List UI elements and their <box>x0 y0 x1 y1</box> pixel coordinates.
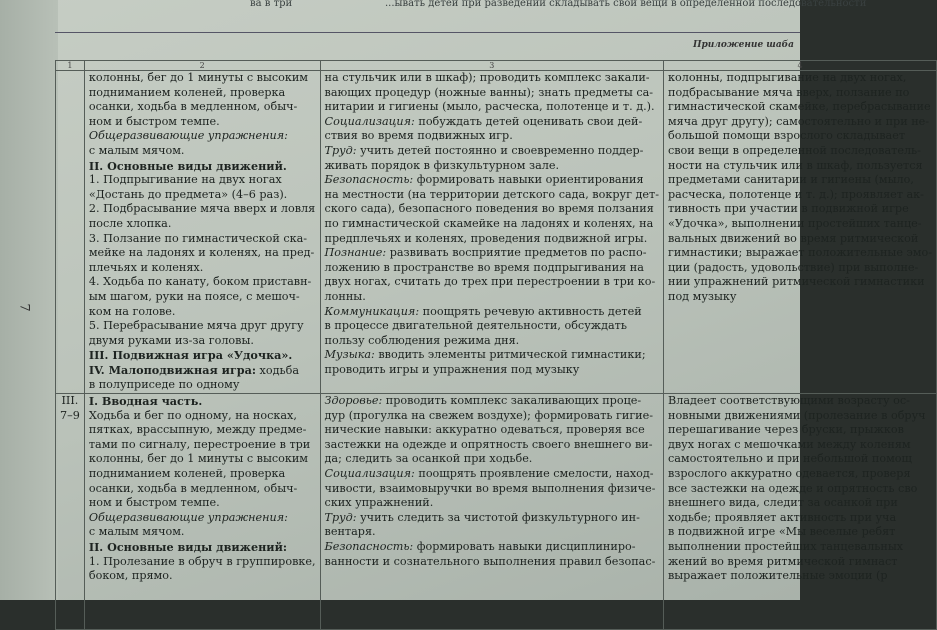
text-line: проводить игры и упражнения под музыку <box>324 362 580 376</box>
text-line: предплечьях и коленях, проведения подвижной игры. <box>324 231 648 245</box>
text-line: мяча друг другу); самостоятельно и при не- <box>667 114 930 128</box>
text-line: чивости, взаимовыручки во время выполнения физиче- <box>324 481 656 495</box>
area-label: Социализация: <box>324 467 415 481</box>
outcomes-cell <box>663 71 936 394</box>
list-item: мейке на ладонях и коленях, на пред- <box>88 246 315 260</box>
top-strip-left: ва в три <box>250 0 293 9</box>
text-line: вентаря. <box>324 525 376 539</box>
text-fragment: формировать навыки ориентирования <box>413 173 644 187</box>
text-line: осанки, ходьба в медленном, обыч- <box>88 481 298 495</box>
text-line: перешагивание через бруски, прыжков <box>667 423 904 437</box>
area-label: Социализация: <box>324 114 415 128</box>
text-line: осанки, ходьба в медленном, обыч- <box>88 100 298 114</box>
text-fragment: вводить элементы ритмической гимнастики; <box>374 348 646 362</box>
text-line: гимнастической скамейке, перебрасывание <box>667 100 931 114</box>
text-line: самостоятельно и при небольшой помощ <box>667 452 912 466</box>
text-line: пятках, врассыпную, между предме- <box>88 423 307 437</box>
text-line: в подвижной игре «Мы веселые ребят <box>667 525 896 539</box>
col-number-1: 1 <box>56 61 85 71</box>
previous-page-strip <box>250 0 867 22</box>
list-item: 1. Подпрыгивание на двух ногах <box>88 173 282 187</box>
curriculum-table <box>55 60 937 630</box>
area-label: Здоровье: <box>324 394 383 408</box>
text-line: ского сада), безопасного поведения во время ползания <box>324 202 654 216</box>
column-number-row <box>56 61 937 71</box>
area-label: Труд: <box>324 510 357 524</box>
text-line: свои вещи в определенной последователь- <box>667 143 921 157</box>
text-fragment: учить следить за чистотой физкультурного ин- <box>356 510 640 524</box>
integration-cell <box>320 71 663 394</box>
section-heading: III. Подвижная игра «Удочка». <box>88 348 293 363</box>
text-fragment: развивать восприятие предметов по распо- <box>386 246 647 260</box>
text-line: ном и быстром темпе. <box>88 114 220 128</box>
text-line: жений во время ритмической гимнаст <box>667 554 898 568</box>
list-item: боком, прямо. <box>88 569 173 583</box>
text-line: новными движениями (пролезание в обруч <box>667 408 926 422</box>
section-heading: II. Основные виды движений. <box>88 158 287 173</box>
text-line: тивность при участии в подвижной игре <box>667 202 909 216</box>
list-item: плечьях и коленях. <box>88 260 204 274</box>
text-line: взрослого аккуратно одевается, проверя <box>667 467 911 481</box>
section-heading: I. Вводная часть. <box>88 394 203 409</box>
text-line: подниманием коленей, проверка <box>88 85 286 99</box>
exercise-content-cell <box>84 71 320 394</box>
text-line: колонны, бег до 1 минуты с высоким <box>88 71 308 84</box>
col-number-3: 3 <box>320 61 663 71</box>
text-line: «Удочка», выполнении простейших танце- <box>667 216 922 230</box>
text-line: выражает положительные эмоции (р <box>667 569 888 583</box>
text-line: ном и быстром темпе. <box>88 496 220 510</box>
list-item: 5. Перебрасывание мяча друг другу <box>88 319 304 333</box>
text-line: застежки на одежде и опрятность своего внешнего ви- <box>324 437 653 451</box>
area-label: Труд: <box>324 143 357 157</box>
area-label: Безопасность: <box>324 173 414 187</box>
list-item: ком на голове. <box>88 304 176 318</box>
text-fragment: побуждать детей оценивать свои дей- <box>414 114 643 128</box>
subheading: Общеразвивающие упражнения: <box>88 510 288 524</box>
text-fragment: поощрять проявление смелости, наход- <box>414 467 654 481</box>
text-line: на местности (на территории детского сада, вокруг дет- <box>324 187 659 201</box>
list-item: после хлопка. <box>88 216 172 230</box>
area-label: Познание: <box>324 246 387 260</box>
outcomes-cell <box>663 394 936 630</box>
text-line: да; следить за осанкой при ходьбе. <box>324 452 533 466</box>
text-line: все застежки на одежде и опрятность сво <box>667 481 918 495</box>
text-line: Владеет соответствующими возрасту ос- <box>667 394 910 408</box>
text-line: дур (прогулка на свежем воздухе); формировать гигие- <box>324 408 654 422</box>
text-fragment: формировать навыки дисциплиниро- <box>413 540 636 553</box>
text-fragment: поощрять речевую активность детей <box>419 304 642 318</box>
text-line: нитарии и гигиены (мыло, расческа, полотенце и т. д.). <box>324 100 655 114</box>
list-item: 1. Пролезание в обруч в группировке, <box>88 554 316 568</box>
text-line: вающих процедур (ножные ванны); знать предметы са- <box>324 85 654 99</box>
text-line: колонны, бег до 1 минуты с высоким <box>88 452 308 466</box>
week-label-cell <box>56 71 85 394</box>
text-line: с малым мячом. <box>88 143 185 157</box>
text-line: ских упражнений. <box>324 496 434 510</box>
text-line: ции (радость, удовольствие) при выполне- <box>667 260 919 274</box>
running-head: Приложение шаба <box>692 40 794 50</box>
text-line: на стульчик или в шкаф); проводить комплекс закали- <box>324 71 650 84</box>
table-row <box>56 394 937 630</box>
area-label: Коммуникация: <box>324 304 420 318</box>
text-line: ложению в пространстве во время подпрыгивания на <box>324 260 644 274</box>
list-item: 2. Подбрасывание мяча вверх и ловля <box>88 202 316 216</box>
text-fragment: ходьба <box>256 363 299 377</box>
text-fragment: учить детей постоянно и своевременно поддер- <box>356 143 644 157</box>
text-line: Ходьба и бег по одному, на носках, <box>88 408 297 422</box>
subheading: Общеразвивающие упражнения: <box>88 129 288 143</box>
list-item: 3. Ползание по гимнастической ска- <box>88 231 308 245</box>
text-line: расческа, полотенце и т. д.); проявляет ак- <box>667 187 924 201</box>
text-line: пользу соблюдения режима дня. <box>324 333 520 347</box>
section-heading: II. Основные виды движений: <box>88 540 287 554</box>
text-line: под музыку <box>667 289 737 303</box>
text-line: с малым мячом. <box>88 525 185 539</box>
text-line: двух ногах с мешочками между коленям <box>667 437 911 451</box>
week-label-cell <box>56 394 85 630</box>
text-line: ванности и сознательного выполнения правил безопас- <box>324 554 656 568</box>
month-label: III. <box>61 394 79 408</box>
list-item: 4. Ходьба по канату, боком приставн- <box>88 275 312 289</box>
text-line: по гимнастической скамейке на ладонях и коленях, на <box>324 216 654 230</box>
integration-cell <box>320 394 663 630</box>
exercise-content-cell <box>84 394 320 630</box>
text-line: в процессе двигательной деятельности, обсуждать <box>324 319 627 333</box>
text-line: предметами санитарии и гигиены (мыло, <box>667 173 914 187</box>
text-line: ходьбе; проявляет активность при уча <box>667 510 897 524</box>
section-heading: IV. Малоподвижная игра: <box>88 362 256 377</box>
text-line: тами по сигналу, перестроение в три <box>88 437 311 451</box>
area-label: Безопасность: <box>324 540 414 553</box>
text-line: в полуприседе по одному <box>88 378 240 392</box>
text-line: гимнастики; выражает положительные эмо- <box>667 246 932 260</box>
text-line: подниманием коленей, проверка <box>88 467 286 481</box>
table-row <box>56 71 937 394</box>
col-number-4: 4 <box>663 61 936 71</box>
text-line: внешнего вида, следит за осанкой при <box>667 496 898 510</box>
top-rule <box>55 32 800 33</box>
text-line: лонны. <box>324 289 366 303</box>
text-line: ности на стульчик или в шкаф, пользуется <box>667 158 923 172</box>
text-line: большой помощи взрослого складывает <box>667 129 906 143</box>
text-line: подбрасывание мяча вверх, ползание по <box>667 85 910 99</box>
text-line: вальных движений во время ритмической <box>667 231 919 245</box>
text-line: нические навыки: аккуратно одеваться, проверяя все <box>324 423 645 437</box>
top-strip-mid: ...ывать детей при разведении складывать свои вещи в определенной последовательности <box>385 0 867 9</box>
text-line: выполнении простейших танцевальных <box>667 540 904 553</box>
week-range-label: 7–9 <box>60 408 80 422</box>
text-line: двух ногах, считать до трех при перестроении в три ко- <box>324 275 656 289</box>
area-label: Музыка: <box>324 348 375 362</box>
left-margin <box>0 0 58 600</box>
text-line: живать порядок в физкультурном зале. <box>324 158 560 172</box>
text-line: колонны, подпрыгивание на двух ногах, <box>667 71 907 84</box>
list-item: «Достань до предмета» (4–6 раз). <box>88 187 288 201</box>
text-fragment: проводить комплекс закаливающих проце- <box>382 394 642 408</box>
list-item: ым шагом, руки на поясе, с мешоч- <box>88 289 300 303</box>
list-item: двумя руками из-за головы. <box>88 333 254 347</box>
text-line: нии упражнений ритмической гимнастики <box>667 275 925 289</box>
col-number-2: 2 <box>84 61 320 71</box>
page-number: 7 <box>16 303 32 312</box>
text-line: ствия во время подвижных игр. <box>324 129 513 143</box>
